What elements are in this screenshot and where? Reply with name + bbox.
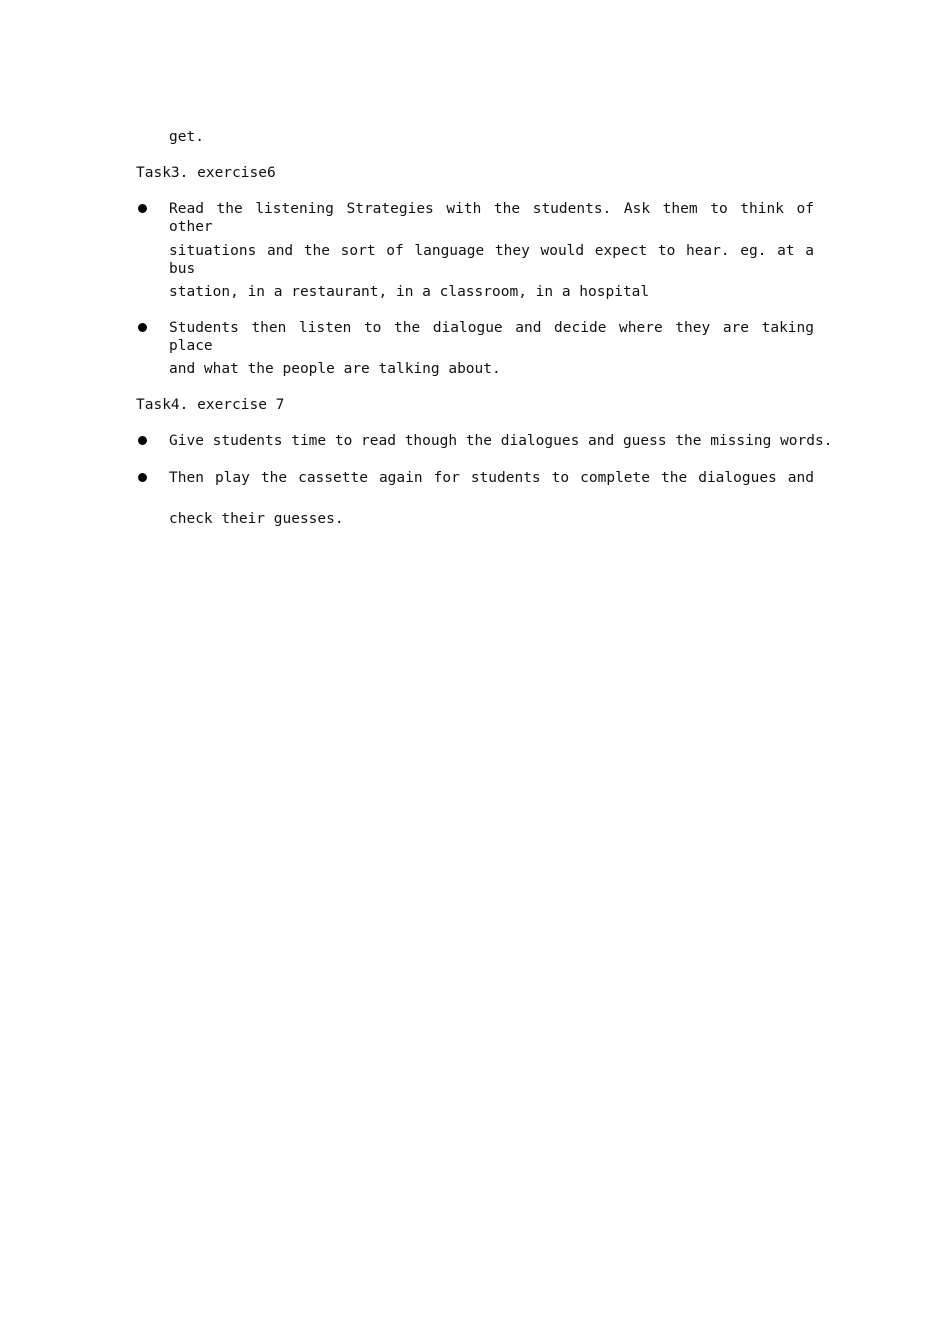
continued-text: get.	[169, 129, 204, 145]
task3-item1-line2: situations and the sort of language they would expect to hear. eg. at a bus	[169, 243, 814, 277]
bullet-icon	[138, 204, 147, 213]
task4-item1-line1: Give students time to read though the dialogues and guess the missing words.	[169, 433, 833, 449]
task4-item2-line1: Then play the cassette again for students to complete the dialogues and	[169, 470, 814, 486]
task4-item2-line2: check their guesses.	[169, 511, 344, 527]
task3-item2-line2: and what the people are talking about.	[169, 361, 501, 377]
bullet-icon	[138, 323, 147, 332]
task3-item1-line3: station, in a restaurant, in a classroom, in a hospital	[169, 284, 650, 300]
task3-item1-line1: Read the listening Strategies with the students. Ask them to think of other	[169, 201, 814, 235]
task3-item2-line1: Students then listen to the dialogue and decide where they are taking place	[169, 320, 814, 354]
task3-heading: Task3. exercise6	[136, 165, 276, 181]
bullet-icon	[138, 473, 147, 482]
bullet-icon	[138, 436, 147, 445]
task4-heading: Task4. exercise 7	[136, 397, 285, 413]
